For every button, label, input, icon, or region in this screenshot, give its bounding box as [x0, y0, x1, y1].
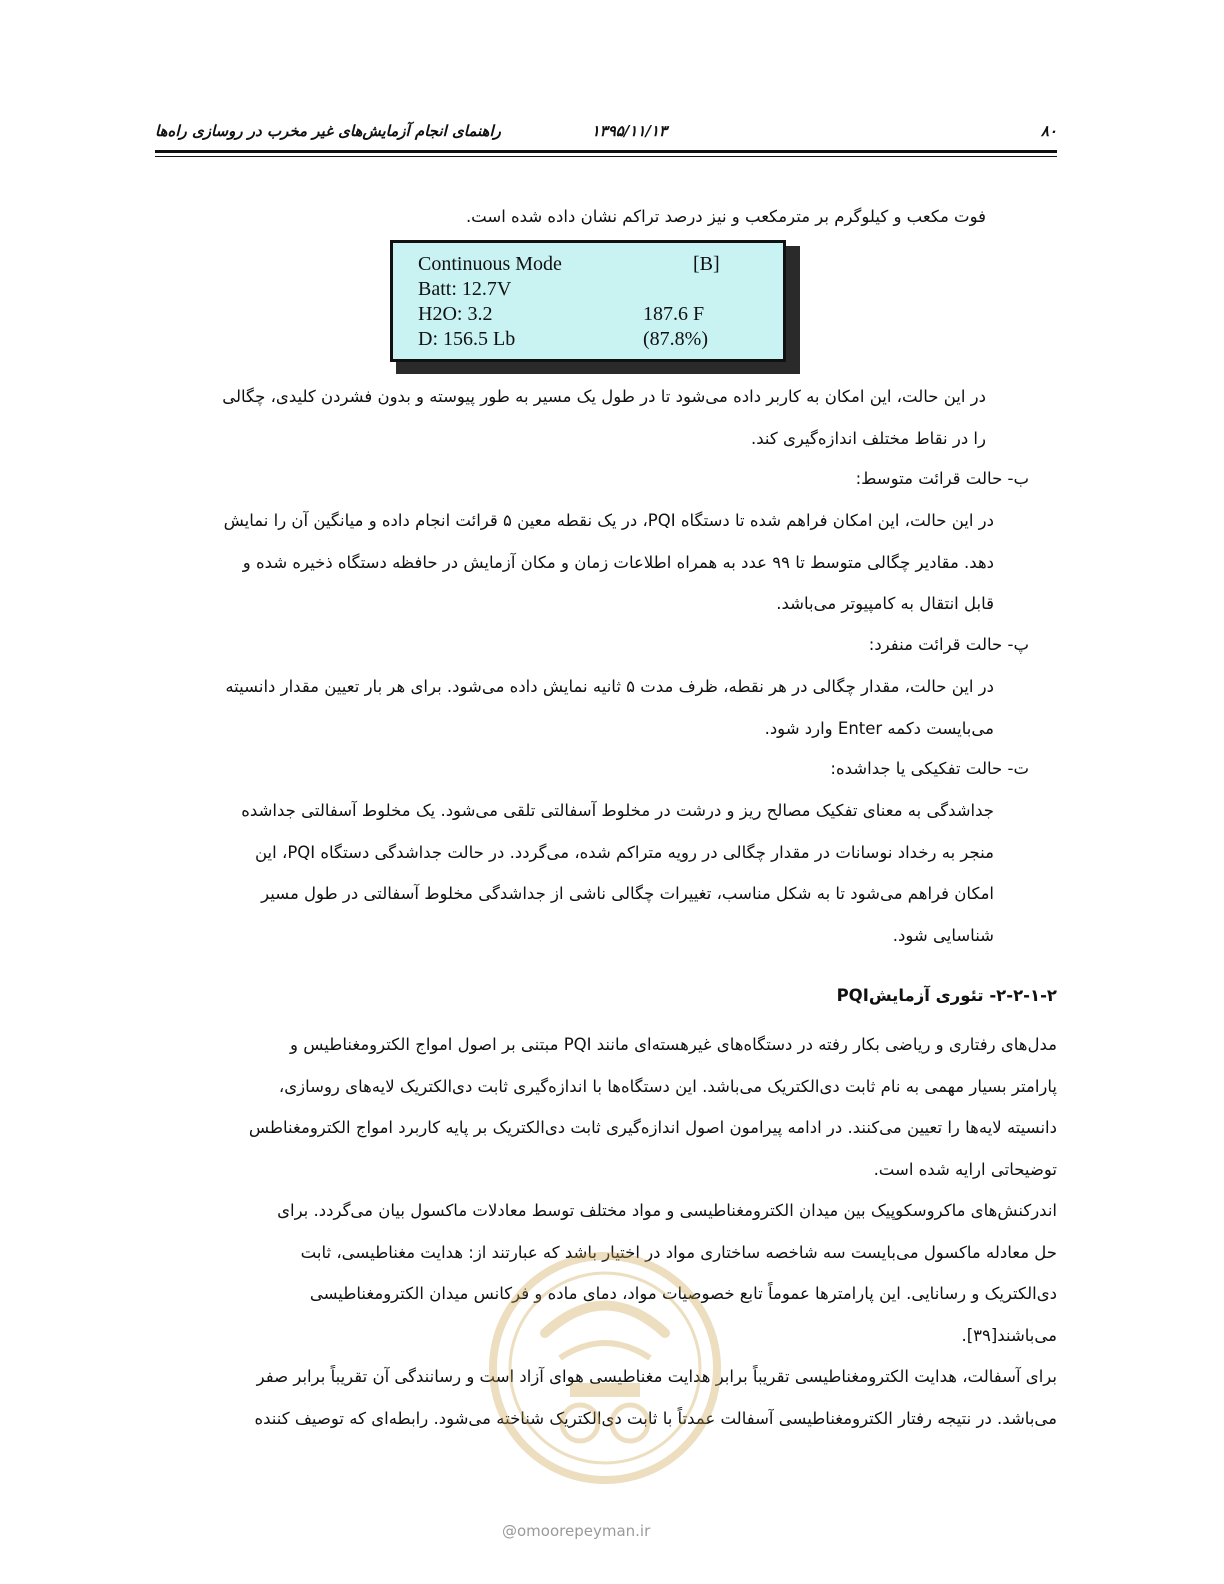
- text-line: شناسایی شود.: [892, 925, 994, 945]
- text-line: پارامتر بسیار مهمی به نام ثابت دی‌الکتریک می‌باشد. این دستگاه‌ها با اندازه‌گیری ثابت دی‌الکتریک لایه‌های روسازی،: [278, 1076, 1057, 1096]
- lcd-compaction-percent: (87.8%): [643, 328, 708, 350]
- header-date: ۱۳۹۵/۱۱/۱۳: [591, 122, 667, 140]
- text-line: می‌بایست دکمه Enter وارد شود.: [764, 718, 994, 738]
- text-line: پ- حالت قرائت منفرد:: [868, 635, 1029, 654]
- text-line: دانسیته لایه‌ها را تعیین می‌کنند. در ادامه پیرامون اصول اندازه‌گیری ثابت دی‌الکتریک بر پایه کاربرد امواج الکترومغناطس: [248, 1118, 1057, 1137]
- text-line: جداشدگی به معنای تفکیک مصالح ریز و درشت در مخلوط آسفالتی تلقی می‌شود. یک مخلوط آسفالتی جداشده: [241, 801, 994, 820]
- intro-paragraph: [186, 196, 986, 238]
- text-line: مدل‌های رفتاری و ریاضی بکار رفته در دستگاه‌های غیرهسته‌ای مانند PQI مبتنی بر اصول امواج الکترومغناطیس و: [290, 1035, 1057, 1054]
- header-rule-thin: [155, 156, 1057, 157]
- text-line: می‌باشند[۳۹].: [961, 1325, 1057, 1345]
- continuous-mode-paragraph: [156, 376, 986, 459]
- text-line: در این حالت، مقدار چگالی در هر نقطه، ظرف مدت ۵ ثانیه نمایش داده می‌شود. برای هر بار تعیین مقدار دانسیته: [225, 677, 994, 696]
- mode-t-title: [629, 748, 1029, 790]
- text-line: فوت مکعب و کیلوگرم بر مترمکعب و نیز درصد تراکم نشان داده شده است.: [465, 207, 986, 226]
- book-title: راهنمای انجام آزمایش‌های غیر مخرب در روسازی راه‌ها: [155, 122, 501, 140]
- theory-paragraph-3: [157, 1356, 1057, 1439]
- page-header: [155, 118, 1057, 148]
- mode-b-paragraph: [156, 500, 994, 625]
- text-line: حل معادله ماکسول می‌بایست سه شاخصه ساختاری مواد در اختیار باشد که عبارتند از: هدایت مغناطیسی، ثابت: [300, 1242, 1057, 1262]
- lcd-density: D: 156.5 Lb: [418, 328, 516, 350]
- lcd-mode-tag: [B]: [693, 253, 720, 275]
- text-line: دی‌الکتریک و رسانایی. این پارامترها عموماً تابع خصوصیات مواد، دمای ماده و فرکانس میدان الکترومغناطیسی: [309, 1284, 1057, 1303]
- text-line: می‌باشد. در نتیجه رفتار الکترومغناطیسی آسفالت عمدتاً با ثابت دی‌الکتریک شناخته می‌شود. رابطه‌ای که توصیف کننده: [254, 1408, 1057, 1428]
- lcd-mode: Continuous Mode: [418, 253, 562, 275]
- mode-p-paragraph: [156, 666, 994, 749]
- lcd-temperature: 187.6 F: [643, 303, 705, 325]
- text-line: توضیحاتی ارایه شده است.: [873, 1159, 1057, 1179]
- mode-b-title: [629, 458, 1029, 500]
- mode-p-title: [629, 624, 1029, 666]
- text-line: در این حالت، این امکان فراهم شده تا دستگاه PQI، در یک نقطه معین ۵ قرائت انجام داده و میانگین آن را نمایش: [223, 511, 994, 530]
- text-line: امکان فراهم می‌شود تا به شکل مناسب، تغییرات چگالی ناشی از جداشدگی مخلوط آسفالتی در طول مسیر: [261, 884, 994, 903]
- watermark-text: @omoorepeyman.ir: [502, 1522, 651, 1540]
- header-rule-thick: [155, 150, 1057, 153]
- text-line: قابل انتقال به کامپیوتر می‌باشد.: [776, 594, 994, 613]
- text-line: را در نقاط مختلف اندازه‌گیری کند.: [751, 428, 986, 448]
- text-line: ب- حالت قرائت متوسط:: [855, 469, 1029, 488]
- page-number: ۸۰: [1040, 122, 1057, 140]
- text-line: دهد. مقادیر چگالی متوسط تا ۹۹ عدد به همراه اطلاعات زمان و مکان آزمایش در حافظه دستگاه ذخیره شده و: [242, 552, 994, 572]
- section-heading: ۲-۲-۱-۲- تئوری آزمایشPQI: [836, 986, 1057, 1005]
- text-line: ت- حالت تفکیکی یا جداشده:: [830, 759, 1029, 778]
- text-line: منجر به رخداد نوسانات در مقدار چگالی در رویه متراکم شده، می‌گردد. در حالت جداشدگی دستگاه PQI، این: [255, 842, 994, 862]
- lcd-moisture: H2O: 3.2: [418, 303, 493, 325]
- mode-t-paragraph: [156, 790, 994, 956]
- text-line: اندرکنش‌های ماکروسکوپیک بین میدان الکترومغناطیسی و مواد مختلف توسط معادلات ماکسول بیان می‌گردد. برای: [277, 1201, 1057, 1220]
- theory-paragraph-1: [157, 1024, 1057, 1190]
- text-line: برای آسفالت، هدایت الکترومغناطیسی تقریباً برابر هدایت مغناطیسی هوای آزاد است و رسانندگی آن تقریباً برابر صفر: [256, 1367, 1057, 1386]
- text-line: در این حالت، این امکان به کاربر داده می‌شود تا در طول یک مسیر به طور پیوسته و بدون فشردن کلیدی، چگالی: [222, 387, 986, 406]
- pqi-lcd-display: [390, 240, 786, 362]
- lcd-battery: Batt: 12.7V: [418, 278, 512, 300]
- theory-paragraph-2: [157, 1190, 1057, 1356]
